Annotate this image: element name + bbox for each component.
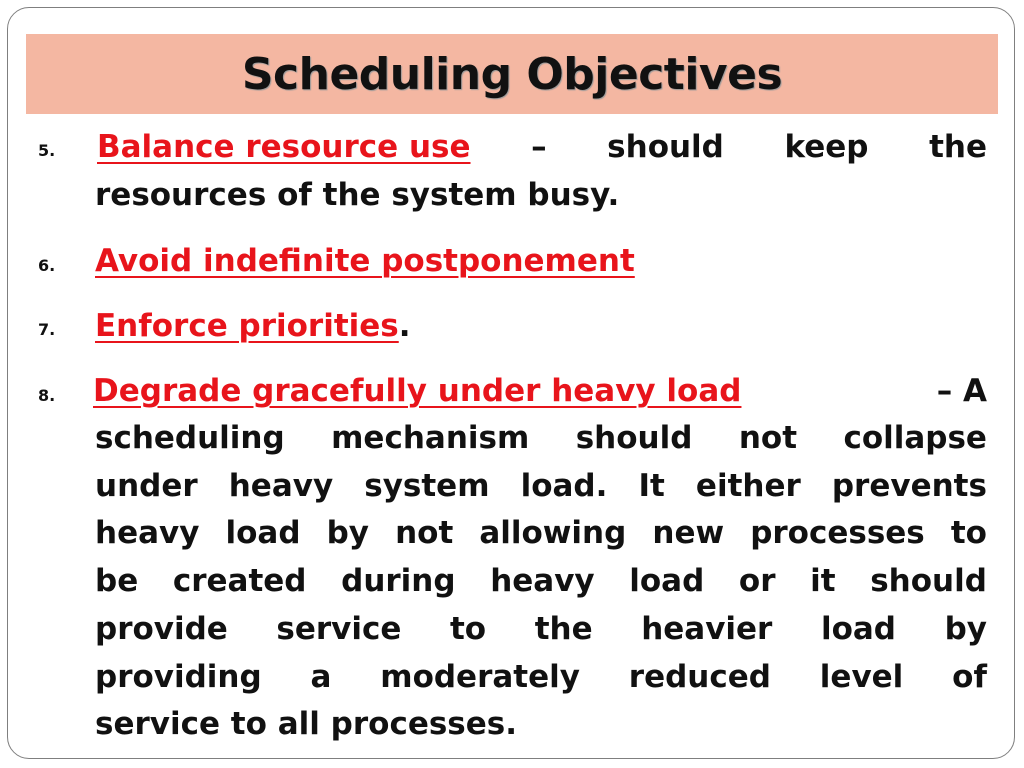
word: collapse <box>843 420 987 456</box>
word: load <box>225 515 301 551</box>
word: prevents <box>831 468 987 504</box>
word: created <box>172 563 307 599</box>
word: either <box>695 468 801 504</box>
item-5-word: keep <box>784 129 869 165</box>
item-8-line-8: service to all processes. <box>95 706 517 742</box>
item-8-line-1 <box>93 374 987 408</box>
item-6-line <box>95 244 987 278</box>
item-number-6: 6. <box>38 256 56 275</box>
item-number-5: 5. <box>38 141 56 160</box>
word: to <box>950 515 987 551</box>
word: scheduling <box>95 420 285 456</box>
item-8-line-6 <box>95 612 987 646</box>
slide-title: Scheduling Objectives <box>241 48 783 100</box>
word: reduced <box>628 659 771 695</box>
word: a <box>310 659 332 695</box>
word: or <box>738 563 776 599</box>
word: not <box>395 515 454 551</box>
word: it <box>810 563 836 599</box>
word: heavy <box>95 515 200 551</box>
word: provide <box>95 611 228 647</box>
item-5-highlight: Balance resource use <box>97 129 471 165</box>
word: providing <box>95 659 262 695</box>
word: of <box>952 659 987 695</box>
item-number-8: 8. <box>38 386 56 405</box>
item-number-7: 7. <box>38 320 56 339</box>
word: mechanism <box>331 420 530 456</box>
item-8-highlight: Degrade gracefully under heavy load <box>93 373 742 409</box>
item-8-line-2 <box>95 421 987 455</box>
item-7-highlight: Enforce priorities <box>95 308 399 344</box>
word: It <box>638 468 665 504</box>
word: heavy <box>228 468 334 504</box>
word: under <box>95 468 198 504</box>
word: not <box>738 420 798 456</box>
item-7-suffix: . <box>398 308 411 344</box>
word: by <box>944 611 987 647</box>
item-8-line-7 <box>95 660 987 694</box>
word: processes <box>750 515 925 551</box>
word: heavy <box>490 563 595 599</box>
word: load <box>820 611 896 647</box>
item-5-word: the <box>929 129 987 165</box>
word: load. <box>520 468 608 504</box>
item-5-line-1 <box>97 130 987 164</box>
word: be <box>95 563 139 599</box>
word: allowing <box>479 515 627 551</box>
word: system <box>364 468 490 504</box>
word: moderately <box>380 659 580 695</box>
word: level <box>819 659 904 695</box>
word: load <box>629 563 705 599</box>
item-8-line-3 <box>95 469 987 503</box>
item-5-word: – <box>531 129 547 165</box>
title-band <box>26 34 998 114</box>
word: the <box>534 611 593 647</box>
item-5-word: should <box>607 129 724 165</box>
item-8-line-4 <box>95 516 987 550</box>
item-5-line-2: resources of the system busy. <box>95 177 620 213</box>
item-6-highlight: Avoid indefinite postponement <box>95 243 635 279</box>
item-8-line-5 <box>95 564 987 598</box>
word: should <box>870 563 987 599</box>
word: heavier <box>641 611 773 647</box>
item-8-dash-a: – A <box>936 373 987 409</box>
word: by <box>326 515 370 551</box>
word: service <box>276 611 402 647</box>
word: new <box>652 515 725 551</box>
word: should <box>575 420 693 456</box>
word: during <box>341 563 456 599</box>
item-7-line <box>95 309 987 343</box>
word: to <box>449 611 487 647</box>
